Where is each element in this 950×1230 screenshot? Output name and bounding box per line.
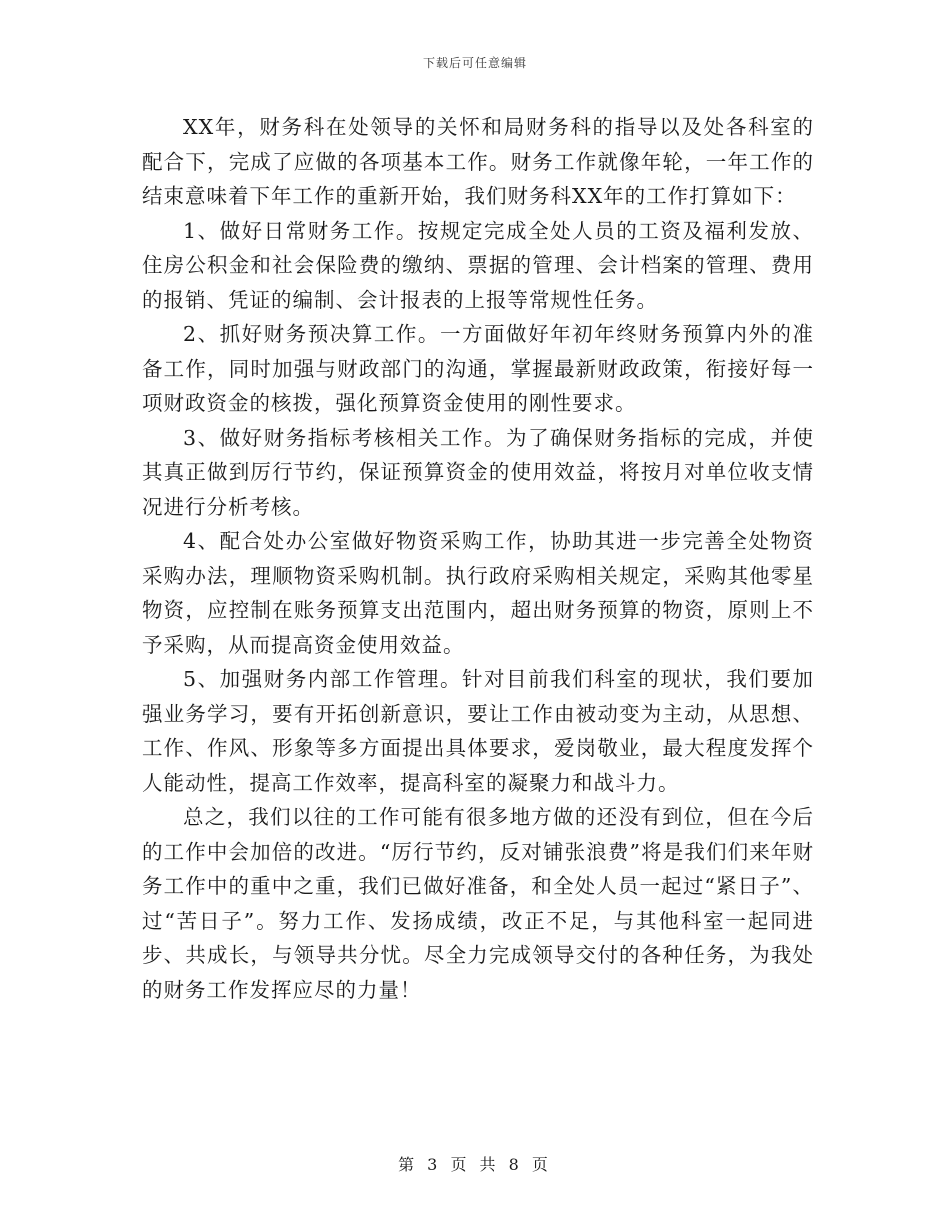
document-body <box>142 110 814 1007</box>
paragraph-item-2: 2、抓好财务预决算工作。一方面做好年初年终财务预算内外的准备工作，同时加强与财政部门的沟通，掌握最新财政政策，衔接好每一项财政资金的核拨，强化预算资金使用的刚性要求。 <box>142 322 814 415</box>
paragraph-conclusion: 总之，我们以往的工作可能有很多地方做的还没有到位，但在今后的工作中会加倍的改进。“厉行节约，反对铺张浪费”将是我们们来年财务工作中的重中之重，我们已做好准备，和全处人员一起过“紧日子”、过“苦日子”。努力工作、发扬成绩，改正不足，与其他科室一起同进步、共成长，与领导共分忧。尽全力完成领导交付的各种任务，为我处的财务工作发挥应尽的力量！ <box>142 805 814 1002</box>
paragraph-item-4: 4、配合处办公室做好物资采购工作，协助其进一步完善全处物资采购办法，理顺物资采购机制。执行政府采购相关规定，采购其他零星物资，应控制在账务预算支出范围内，超出财务预算的物资，原则上不予采购，从而提高资金使用效益。 <box>142 529 814 657</box>
paragraph-item-1: 1、做好日常财务工作。按规定完成全处人员的工资及福利发放、住房公积金和社会保险费的缴纳、票据的管理、会计档案的管理、费用的报销、凭证的编制、会计报表的上报等常规性任务。 <box>142 218 814 312</box>
paragraph-item-3: 3、做好财务指标考核相关工作。为了确保财务指标的完成，并使其真正做到厉行节约，保证预算资金的使用效益，将按月对单位收支情况进行分析考核。 <box>142 425 814 519</box>
page-header: 下载后可任意编辑 <box>422 56 527 70</box>
paragraph-intro: XX年，财务科在处领导的关怀和局财务科的指导以及处各科室的配合下，完成了应做的各项基本工作。财务工作就像年轮，一年工作的结束意味着下年工作的重新开始，我们财务科XX年的工作打算如下： <box>142 115 814 208</box>
paragraph-item-5: 5、加强财务内部工作管理。针对目前我们科室的现状，我们要加强业务学习，要有开拓创新意识，要让工作由被动变为主动，从思想、工作、作风、形象等多方面提出具体要求，爱岗敬业，最大程度发挥个人能动性，提高工作效率，提高科室的凝聚力和战斗力。 <box>142 667 814 795</box>
page-number: 第 3 页 共 8 页 <box>398 1155 552 1174</box>
